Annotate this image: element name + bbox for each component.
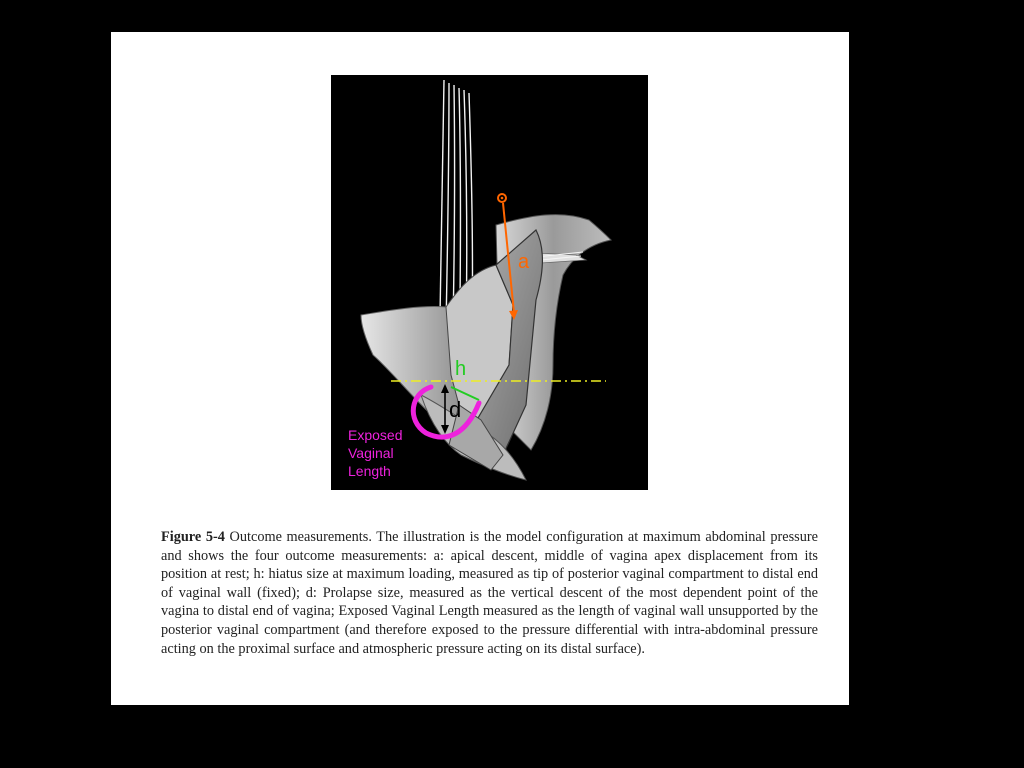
label-exposed-3: Length [348, 463, 391, 479]
label-d: d [449, 397, 462, 422]
label-exposed-1: Exposed [348, 427, 403, 443]
figure-caption [161, 528, 818, 658]
document-page [111, 32, 849, 705]
model-illustration [331, 75, 648, 490]
caption-text: Outcome measurements. The illustration is the model configuration at maximum abdominal pressure and shows the four outcome measurements: a: apical descent, middle of vagina apex displacement from its position at rest; h: hiatus size at maximum loading, measured as tip of posterior vaginal compartment to distal end of vaginal wall (fixed); d: Prolapse size, measured as the vertical descent of the most dependent point of the vagina to distal end of vagina; Exposed Vaginal Length measured as the length of vaginal wall unsupported by the posterior vaginal compartment (and therefore exposed to the pressure differential with intra-abdominal pressure acting on the proximal surface and atmospheric pressure acting on its distal surface). [161, 529, 819, 657]
figure-label: Figure 5-4 [161, 529, 225, 545]
label-exposed-2: Vaginal [348, 445, 394, 461]
label-h: h [455, 358, 467, 380]
label-a: a [518, 251, 530, 273]
model-diagram [331, 75, 648, 490]
